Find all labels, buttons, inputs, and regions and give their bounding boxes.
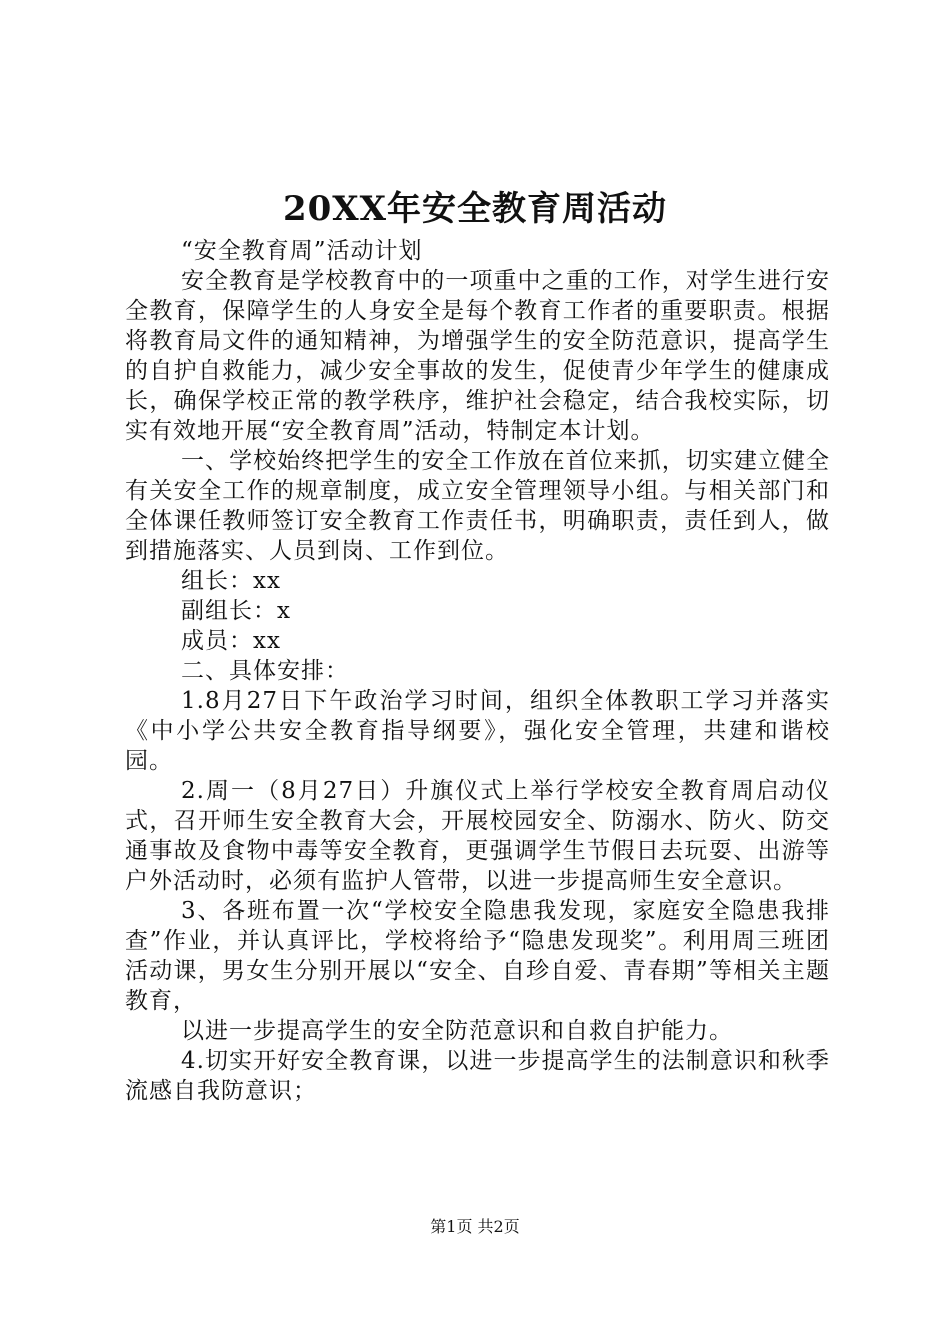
paragraph-section-two: 二、具体安排： <box>181 658 349 684</box>
paragraph-item-3: 3、各班布置一次“学校安全隐患我发现，家庭安全隐患我排查”作业，并认真评比，学校将给予“隐患发现奖”。利用周三班团活动课，男女生分别开展以“安全、自珍自爱、青春期”等相关主题教育， <box>125 898 830 1014</box>
paragraph-members: 成员：xx <box>181 628 281 654</box>
paragraph-group-leader: 组长：xx <box>181 568 281 594</box>
paragraph-intro: 安全教育是学校教育中的一项重中之重的工作，对学生进行安全教育，保障学生的人身安全是每个教育工作者的重要职责。根据将教育局文件的通知精神，为增强学生的安全防范意识，提高学生的自护自救能力，减少安全事故的发生，促使青少年学生的健康成长，确保学校正常的教学秩序，维护社会稳定，结合我校实际，切实有效地开展“安全教育周”活动，特制定本计划。 <box>125 268 830 444</box>
paragraph-item-3-continued: 以进一步提高学生的安全防范意识和自救自护能力。 <box>181 1018 733 1044</box>
paragraph-plan-heading: “安全教育周”活动计划 <box>181 238 423 264</box>
paragraph-item-4: 4.切实开好安全教育课，以进一步提高学生的法制意识和秋季流感自我防意识； <box>125 1048 830 1104</box>
page-number-footer: 第1页 共2页 <box>430 1217 520 1236</box>
paragraph-section-one: 一、学校始终把学生的安全工作放在首位来抓，切实建立健全有关安全工作的规章制度，成立安全管理领导小组。与相关部门和全体课任教师签订安全教育工作责任书，明确职责，责任到人，做到措施落实、人员到岗、工作到位。 <box>125 448 830 564</box>
paragraph-item-2: 2.周一（8月27日）升旗仪式上举行学校安全教育周启动仪式，召开师生安全教育大会，开展校园安全、防溺水、防火、防交通事故及食物中毒等安全教育，更强调学生节假日去玩耍、出游等户外活动时，必须有监护人管带，以进一步提高师生安全意识。 <box>125 778 830 894</box>
document-body <box>125 236 830 1106</box>
paragraph-deputy-leader: 副组长：x <box>181 598 291 624</box>
document-title: 20XX年安全教育周活动 <box>282 189 668 229</box>
paragraph-item-1: 1.8月27日下午政治学习时间，组织全体教职工学习并落实《中小学公共安全教育指导纲要》，强化安全管理，共建和谐校园。 <box>125 688 830 774</box>
